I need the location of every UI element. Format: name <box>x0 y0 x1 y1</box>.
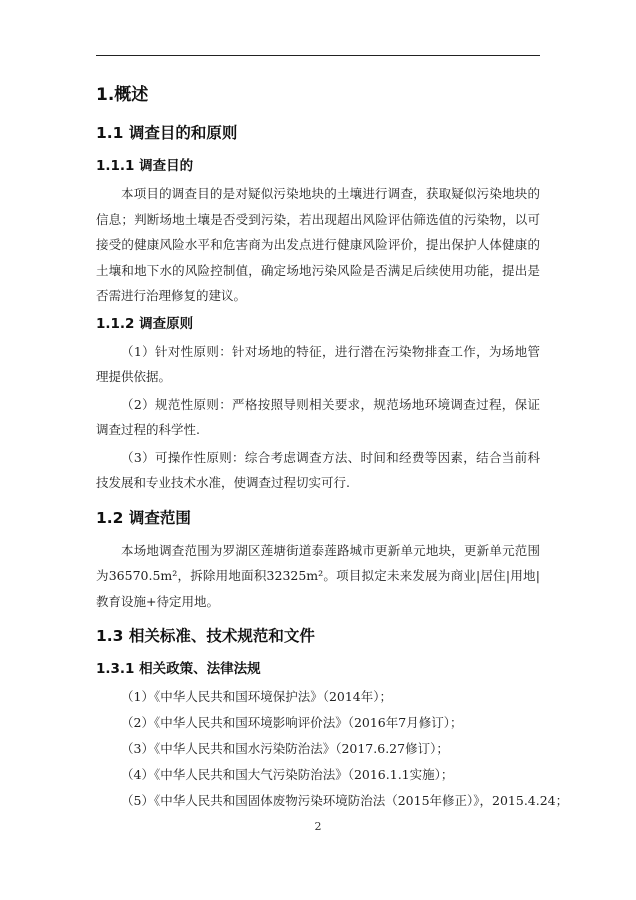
heading-purpose: 1.1.1 调查目的 <box>96 158 194 174</box>
law-item: （3）《中华人民共和国水污染防治法》（2017.6.27修订）； <box>121 741 449 756</box>
principle-operable: （3）可操作性原则：综合考虑调查方法、时间和经费等因素，结合当前科技发展和专业技术水准，使调查过程切实可行. <box>96 449 540 490</box>
heading-laws: 1.3.1 相关政策、法律法规 <box>96 661 261 677</box>
heading-principles: 1.1.2 调查原则 <box>96 315 194 332</box>
principle-targeted: （1）针对性原则：针对场地的特征，进行潜在污染物排查工作，为场地管理提供依据。 <box>96 343 540 384</box>
heading-purpose-principles: 1.1 调查目的和原则 <box>96 124 238 142</box>
principle-standard: （2）规范性原则：严格按照导则相关要求，规范场地环境调查过程，保证调查过程的科学性. <box>96 396 540 437</box>
law-item: （1）《中华人民共和国环境保护法》（2014年）； <box>121 689 393 704</box>
document-body <box>96 78 569 814</box>
page-number: 2 <box>314 820 322 833</box>
header-rule <box>96 55 540 56</box>
heading-scope: 1.2 调查范围 <box>96 508 191 527</box>
scope-paragraph: 本场地调查范围为罗湖区莲塘街道泰莲路城市更新单元地块，更新单元范围为36570.5m²，拆除用地面积32325m²。项目拟定未来发展为商业|居住|用地|教育设施+待定用地。 <box>96 542 540 609</box>
law-item: （5）《中华人民共和国固体废物污染环境防治法（2015年修正）》，2015.4.24； <box>121 793 569 808</box>
heading-overview: 1.概述 <box>96 85 149 105</box>
heading-standards: 1.3 相关标准、技术规范和文件 <box>96 627 315 645</box>
purpose-paragraph: 本项目的调查目的是对疑似污染地块的土壤进行调查，获取疑似污染地块的信息；判断场地土壤是否受到污染，若出现超出风险评估筛选值的污染物，以可接受的健康风险水平和危害商为出发点进行健康风险评价，提出保护人体健康的土壤和地下水的风险控制值，确定场地污染风险是否满足后续使用功能，提出是否需进行治理修复的建议。 <box>96 186 540 303</box>
law-item: （4）《中华人民共和国大气污染防治法》（2016.1.1实施）； <box>121 767 454 782</box>
law-item: （2）《中华人民共和国环境影响评价法》（2016年7月修订）； <box>121 715 463 730</box>
